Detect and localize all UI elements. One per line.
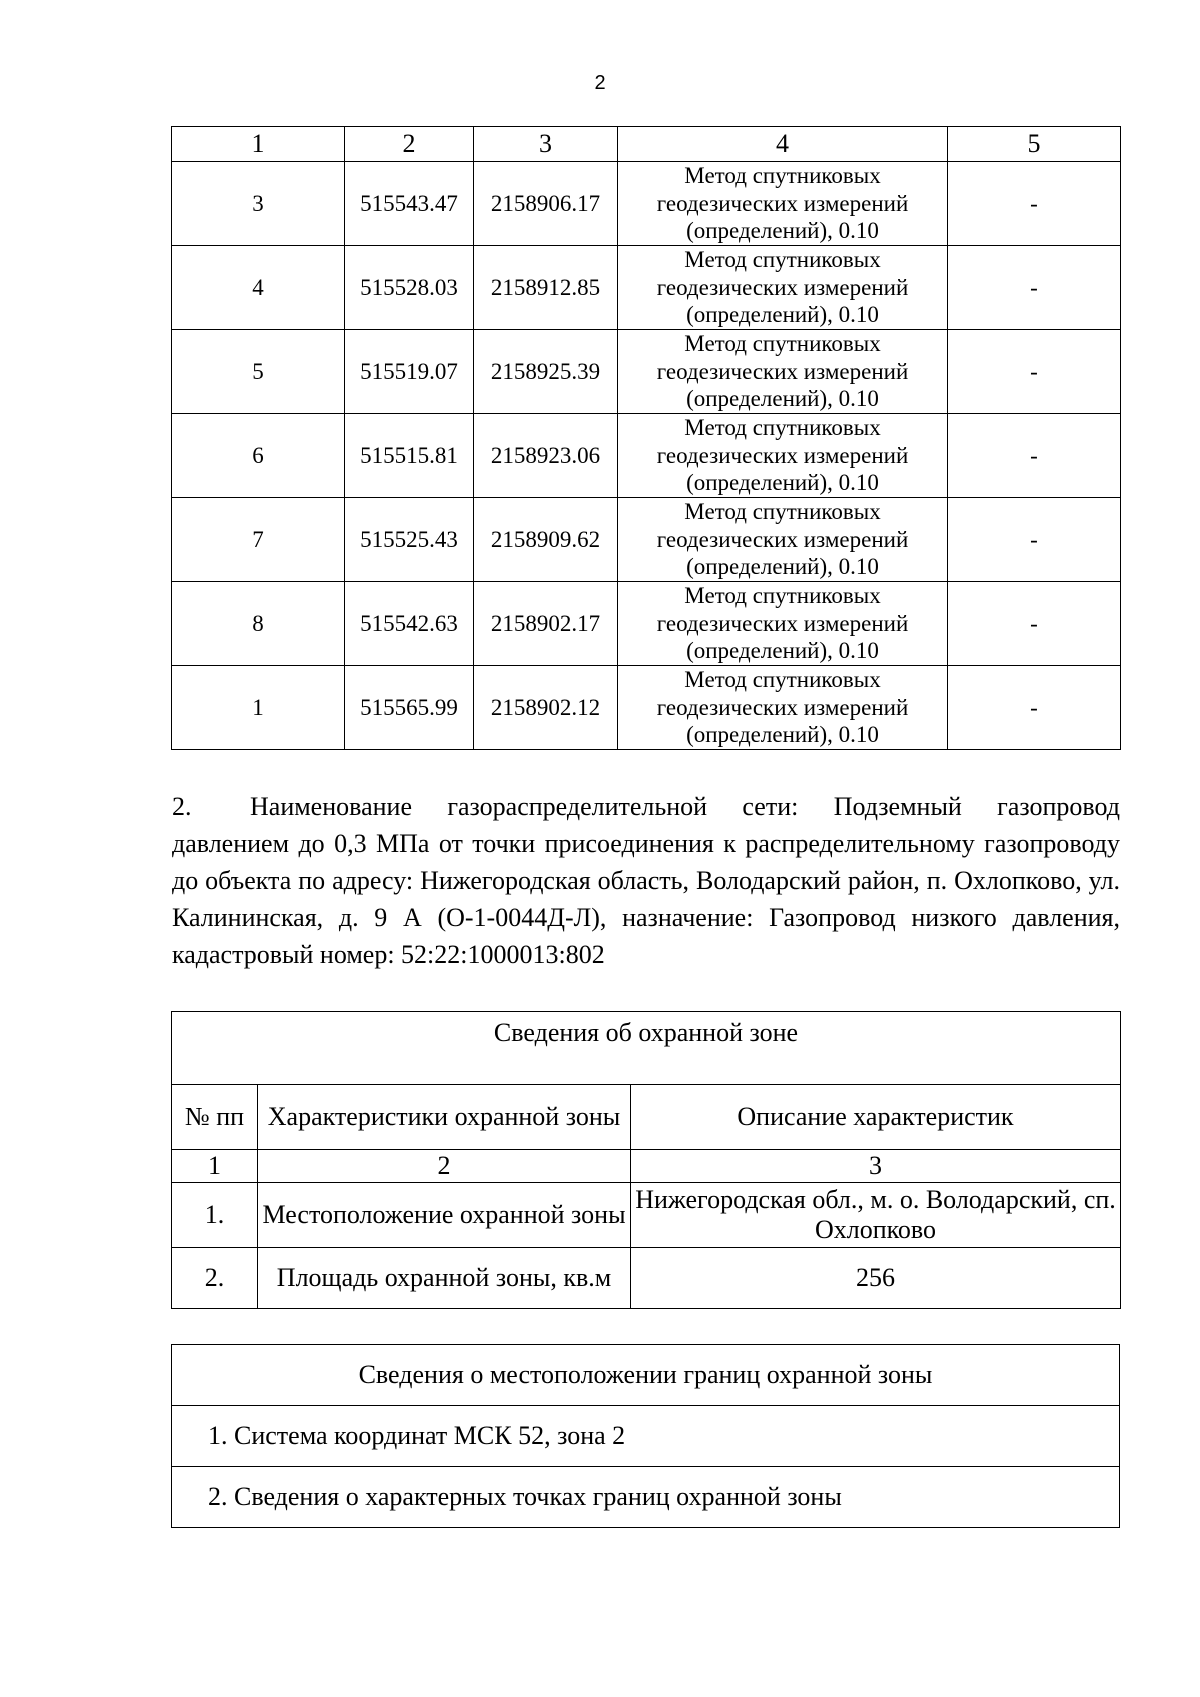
coordinate-x: 515542.63 (345, 582, 474, 666)
determination-method: Метод спутниковых геодезических измерений (определений), 0.10 (618, 498, 948, 582)
determination-method: Метод спутниковых геодезических измерений (определений), 0.10 (618, 162, 948, 246)
point-description: - (948, 246, 1121, 330)
coordinate-y: 2158923.06 (474, 414, 618, 498)
coordinate-y: 2158909.62 (474, 498, 618, 582)
point-description: - (948, 414, 1121, 498)
coordinate-y: 2158925.39 (474, 330, 618, 414)
table-row (172, 414, 1121, 498)
characteristic-name: Площадь охранной зоны, кв.м (258, 1248, 631, 1309)
point-number: 8 (172, 582, 345, 666)
point-number: 7 (172, 498, 345, 582)
table-row (172, 162, 1121, 246)
boundary-points-item: 2. Сведения о характерных точках границ охранной зоны (172, 1467, 1120, 1528)
point-number: 5 (172, 330, 345, 414)
column-number-1: 1 (172, 127, 345, 162)
page-number: 2 (594, 72, 606, 94)
coordinate-x: 515515.81 (345, 414, 474, 498)
column-number-3: 3 (474, 127, 618, 162)
coordinates-table (171, 126, 1121, 750)
coordinates-table-header-row (172, 127, 1121, 162)
determination-method: Метод спутниковых геодезических измерений (определений), 0.10 (618, 582, 948, 666)
column-number-2: 2 (258, 1150, 631, 1183)
protection-zone-table (171, 1011, 1121, 1309)
column-number-4: 4 (618, 127, 948, 162)
point-number: 3 (172, 162, 345, 246)
characteristic-value: 256 (631, 1248, 1121, 1309)
determination-method: Метод спутниковых геодезических измерений (определений), 0.10 (618, 330, 948, 414)
coordinate-x: 515543.47 (345, 162, 474, 246)
section-number: 2. (172, 792, 192, 821)
characteristic-value: Нижегородская обл., м. о. Володарский, сп. Охлопково (631, 1183, 1121, 1248)
table-row (172, 246, 1121, 330)
table-row (172, 1248, 1121, 1309)
coordinate-system-item: 1. Система координат МСК 52, зона 2 (172, 1406, 1120, 1467)
zone-table-header-row (172, 1085, 1121, 1150)
table-row (172, 582, 1121, 666)
section-text: Наименование газораспределительной сети: Подземный газопровод давлением до 0,3 МПа от точки присоединения к распределительному газопроводу до объекта по адресу: Нижегородская область, Володарский район, п. Охлопково, ул. Калининская, д. 9 А (О-1-0044Д-Л), назначение: Газопровод низкого давления, кадастровый номер: 52:22:1000013:802 (172, 792, 1120, 969)
section-2-paragraph (172, 788, 1120, 973)
zone-boundaries-table (171, 1344, 1120, 1528)
table-row (172, 498, 1121, 582)
column-number-3: 3 (631, 1150, 1121, 1183)
column-number-1: 1 (172, 1150, 258, 1183)
header-characteristic: Характеристики охранной зоны (258, 1085, 631, 1150)
point-description: - (948, 162, 1121, 246)
header-row-number: № пп (172, 1085, 258, 1150)
coordinate-y: 2158902.17 (474, 582, 618, 666)
zone-table-column-numbers (172, 1150, 1121, 1183)
coordinate-x: 515528.03 (345, 246, 474, 330)
header-description: Описание характеристик (631, 1085, 1121, 1150)
point-description: - (948, 582, 1121, 666)
boundaries-table-title: Сведения о местоположении границ охранной зоны (172, 1345, 1120, 1406)
coordinate-x: 515565.99 (345, 666, 474, 750)
table-row (172, 1183, 1121, 1248)
point-description: - (948, 666, 1121, 750)
coordinate-y: 2158906.17 (474, 162, 618, 246)
characteristic-name: Местоположение охранной зоны (258, 1183, 631, 1248)
coordinate-y: 2158912.85 (474, 246, 618, 330)
point-number: 1 (172, 666, 345, 750)
row-number: 2. (172, 1248, 258, 1309)
coordinate-x: 515525.43 (345, 498, 474, 582)
determination-method: Метод спутниковых геодезических измерений (определений), 0.10 (618, 414, 948, 498)
coordinate-x: 515519.07 (345, 330, 474, 414)
point-description: - (948, 498, 1121, 582)
column-number-2: 2 (345, 127, 474, 162)
point-number: 4 (172, 246, 345, 330)
row-number: 1. (172, 1183, 258, 1248)
point-number: 6 (172, 414, 345, 498)
determination-method: Метод спутниковых геодезических измерений (определений), 0.10 (618, 666, 948, 750)
coordinate-y: 2158902.12 (474, 666, 618, 750)
zone-table-title: Сведения об охранной зоне (172, 1012, 1121, 1085)
table-row (172, 666, 1121, 750)
point-description: - (948, 330, 1121, 414)
column-number-5: 5 (948, 127, 1121, 162)
table-row (172, 330, 1121, 414)
determination-method: Метод спутниковых геодезических измерений (определений), 0.10 (618, 246, 948, 330)
